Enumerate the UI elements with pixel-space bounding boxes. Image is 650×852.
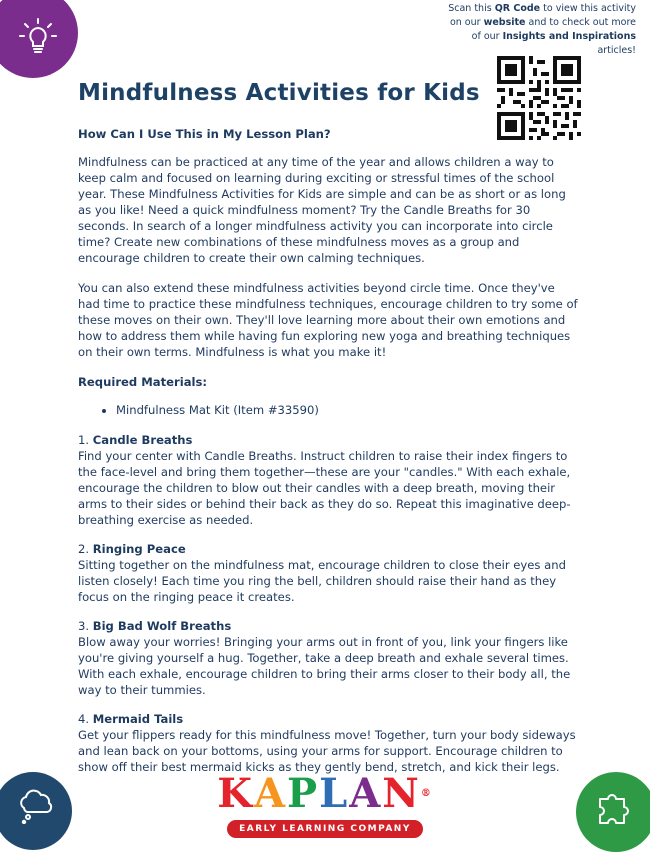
activity-title: Mermaid Tails	[92, 712, 184, 726]
logo-letter: P	[287, 770, 320, 817]
activity-number: 2.	[78, 542, 90, 556]
qr-note-text: Scan this	[448, 3, 495, 14]
logo-wordmark	[205, 772, 445, 816]
activity-mermaid-tails	[78, 711, 578, 775]
cloud-icon	[14, 784, 58, 824]
lightbulb-badge	[0, 0, 78, 78]
activity-number: 3.	[78, 619, 90, 633]
materials-heading: Required Materials:	[78, 375, 208, 389]
activity-text: Find your center with Candle Breaths. Instruct children to raise their index fingers to the face-level and bring them together—these are your "candles." With each exhale, encourage the children to blow out their candles with a deep breath, moving their arms to their sides or behind their back as they do so. Repeat this imaginative deep-breathing exercise as needed.	[78, 449, 571, 527]
activity-candle-breaths	[78, 432, 578, 528]
activity-text: Blow away your worries! Bringing your arms out in front of you, link your fingers like you're giving yourself a hug. Together, take a deep breath and exhale several times. With each exhale, encourage children to bring their arms closer to their body all, the way to their tummies.	[78, 635, 571, 697]
insights-link[interactable]: Insights and Inspirations	[502, 31, 636, 42]
qr-note-text: and to check out more of our	[471, 17, 636, 42]
lesson-plan-heading: How Can I Use This in My Lesson Plan?	[78, 127, 331, 141]
registered-mark: ®	[420, 788, 433, 799]
materials-item: • Mindfulness Mat Kit (Item #33590)	[116, 402, 578, 418]
activity-ringing-peace	[78, 541, 578, 605]
thought-cloud-badge	[0, 772, 72, 850]
qr-code-label: QR Code	[494, 3, 541, 14]
website-link[interactable]: website	[483, 17, 526, 28]
puzzle-badge	[576, 772, 650, 852]
activity-big-bad-wolf-breaths	[78, 618, 578, 698]
qr-instructions	[446, 2, 636, 58]
activity-text: Sitting together on the mindfulness mat, encourage children to close their eyes and listen closely! Each time you ring the bell, children should raise their hand as they focus on the ringing peace it creates.	[78, 558, 566, 604]
article-body	[78, 126, 578, 788]
activity-number: 1.	[78, 433, 90, 447]
activity-title: Candle Breaths	[92, 433, 193, 447]
logo-letter: A	[349, 770, 383, 817]
logo-letter: N	[382, 770, 421, 817]
intro-paragraph: Mindfulness can be practiced at any time of the year and allows children a way to keep calm and focused on learning during exciting or stressful times of the school year. These Mindfulness Activities for Kids are simple and can be as short or as long as you like! Need a quick mindfulness moment? Try the Candle Breaths for 30 seconds. In search of a longer mindfulness activity you can incorporate into circle time? Create new combinations of these mindfulness moves as a group and encourage children to create their own calming techniques.	[78, 155, 566, 265]
materials-list	[78, 402, 578, 418]
logo-letter: A	[253, 770, 287, 817]
qr-note-text: to view this activity on our	[449, 3, 636, 28]
logo-letter: K	[217, 770, 254, 817]
qr-note-text: articles!	[597, 45, 636, 56]
logo-tagline: EARLY LEARNING COMPANY	[227, 820, 423, 838]
page-title: Mindfulness Activities for Kids	[78, 80, 480, 106]
puzzle-piece-icon	[592, 787, 632, 827]
kaplan-logo	[205, 772, 445, 838]
lightbulb-icon	[16, 16, 60, 60]
activity-title: Big Bad Wolf Breaths	[92, 619, 232, 633]
activity-number: 4.	[78, 712, 90, 726]
activity-text: Get your flippers ready for this mindfulness move! Together, turn your body sideways and lean back on your bottoms, using your arms for support. Encourage children to show off their best mermaid kicks as they gently bend, stretch, and kick their legs.	[78, 728, 576, 774]
activity-title: Ringing Peace	[92, 542, 186, 556]
extension-paragraph: You can also extend these mindfulness activities beyond circle time. Once they've had time to practice these mindfulness techniques, encourage children to try some of these moves on their own. They'll love learning more about their own emotions and how to address them while having fun exploring new yoga and breathing techniques on their own terms. Mindfulness is what you make it!	[78, 281, 578, 359]
logo-letter: L	[319, 770, 350, 817]
